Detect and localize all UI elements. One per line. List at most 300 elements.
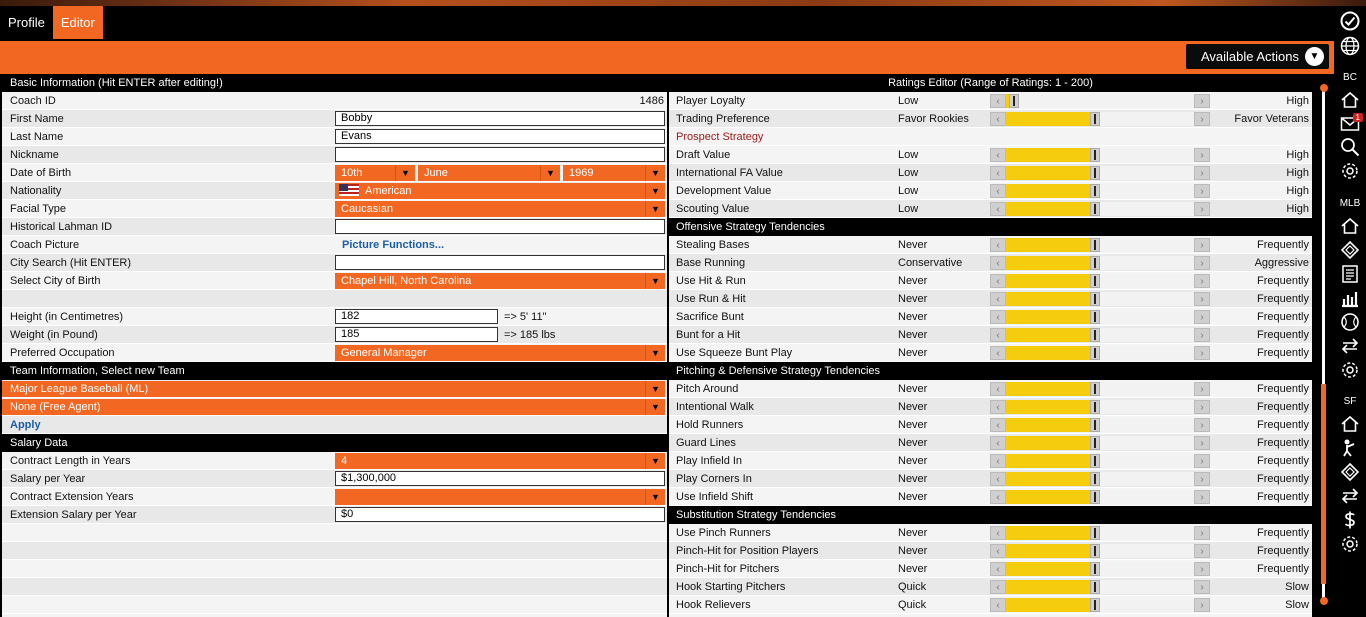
slider-handle[interactable] [1090, 526, 1100, 540]
chevron-left-icon[interactable]: ‹ [990, 400, 1006, 414]
chevron-left-icon[interactable]: ‹ [990, 292, 1006, 306]
coach-picture-label: Coach Picture [10, 238, 80, 251]
chevron-left-icon[interactable]: ‹ [990, 580, 1006, 594]
chevron-right-icon[interactable]: › [1194, 598, 1210, 612]
rating-slider[interactable] [990, 454, 1210, 468]
rating-slider[interactable] [990, 544, 1210, 558]
salary-field[interactable]: $1,300,000 [335, 471, 665, 486]
rating-slider[interactable] [990, 292, 1210, 306]
chevron-left-icon[interactable]: ‹ [990, 562, 1006, 576]
chevron-left-icon[interactable]: ‹ [990, 454, 1006, 468]
chevron-right-icon[interactable]: › [1194, 382, 1210, 396]
chevron-left-icon[interactable]: ‹ [990, 346, 1006, 360]
height-row [2, 308, 667, 326]
height-field[interactable]: 182 [335, 309, 498, 324]
diamond-icon[interactable] [1340, 240, 1360, 260]
chevron-right-icon[interactable]: › [1194, 274, 1210, 288]
slider-track[interactable] [1006, 256, 1194, 270]
substitution-header: Substitution Strategy Tendencies [669, 506, 1312, 524]
tab-profile[interactable]: Profile [8, 15, 45, 30]
rating-slider[interactable] [990, 94, 1210, 108]
chevron-down-icon: ▼ [645, 183, 665, 199]
home-icon[interactable] [1340, 414, 1360, 434]
home-icon[interactable] [1340, 90, 1360, 110]
pitcher-icon[interactable] [1340, 438, 1360, 458]
slider-track[interactable] [1006, 184, 1194, 198]
chevron-right-icon[interactable]: › [1194, 238, 1210, 252]
chevron-left-icon[interactable]: ‹ [990, 436, 1006, 450]
chevron-left-icon[interactable]: ‹ [990, 598, 1006, 612]
rating-row [669, 560, 1312, 578]
rating-row [669, 452, 1312, 470]
city-of-birth-row [2, 272, 667, 290]
slider-handle[interactable] [1090, 580, 1100, 594]
slider-handle[interactable] [1090, 310, 1100, 324]
last-name-field[interactable]: Evans [335, 129, 665, 144]
chevron-right-icon[interactable]: › [1194, 346, 1210, 360]
chevron-right-icon[interactable]: › [1194, 166, 1210, 180]
nickname-label: Nickname [10, 148, 59, 161]
rating-label: Sacrifice Bunt [676, 310, 744, 323]
contract-length-value: 4 [341, 454, 348, 467]
rating-label: Player Loyalty [676, 94, 746, 107]
slider-fill [1006, 544, 1100, 558]
extension-salary-field[interactable]: $0 [335, 507, 665, 522]
rating-high-label: Frequently [1257, 562, 1309, 575]
rating-row [669, 200, 1312, 218]
chevron-left-icon[interactable]: ‹ [990, 418, 1006, 432]
empty-row [2, 578, 667, 596]
weight-row [2, 326, 667, 344]
org-mlb-label: MLB [1339, 198, 1361, 209]
rating-label: Pitch Around [676, 382, 739, 395]
rating-high-label: Favor Veterans [1234, 112, 1309, 125]
slider-fill [1006, 238, 1100, 252]
chevron-left-icon[interactable]: ‹ [990, 238, 1006, 252]
rating-slider[interactable] [990, 346, 1210, 360]
slider-track[interactable] [1006, 436, 1194, 450]
rating-row [669, 92, 1312, 110]
rating-label: Pinch-Hit for Pitchers [676, 562, 780, 575]
team-select[interactable] [2, 399, 665, 415]
rating-slider[interactable] [990, 112, 1210, 126]
facial-type-select[interactable] [335, 201, 665, 217]
chevron-right-icon[interactable]: › [1194, 184, 1210, 198]
rating-label: Use Infield Shift [676, 490, 754, 503]
ratings-header: Ratings Editor (Range of Ratings: 1 - 200) [669, 74, 1312, 92]
chevron-down-icon: ▼ [540, 165, 560, 181]
empty-row [2, 542, 667, 560]
search-icon[interactable] [1340, 137, 1360, 157]
org-bc-label: BC [1343, 72, 1357, 83]
slider-track[interactable] [1006, 400, 1194, 414]
slider-handle[interactable] [1090, 112, 1100, 126]
chevron-left-icon[interactable]: ‹ [990, 256, 1006, 270]
chevron-right-icon[interactable]: › [1194, 562, 1210, 576]
chevron-right-icon[interactable]: › [1194, 292, 1210, 306]
slider-fill [1006, 382, 1100, 396]
rating-low-label: Never [898, 346, 928, 359]
slider-handle[interactable] [1090, 166, 1100, 180]
city-of-birth-select[interactable] [335, 273, 665, 289]
rating-row [669, 290, 1312, 308]
rating-low-label: Never [898, 490, 928, 503]
chevron-right-icon[interactable]: › [1194, 112, 1210, 126]
rating-label: Guard Lines [676, 436, 736, 449]
basic-info-header: Basic Information (Hit ENTER after editing!) [2, 74, 667, 92]
chevron-left-icon[interactable]: ‹ [990, 184, 1006, 198]
rating-slider[interactable] [990, 310, 1210, 324]
slider-handle[interactable] [1090, 274, 1100, 288]
rating-high-label: Frequently [1257, 472, 1309, 485]
weight-label: Weight (in Pound) [10, 328, 98, 341]
us-flag-icon [339, 184, 359, 196]
slider-track[interactable] [1006, 94, 1194, 108]
chevron-down-icon: ▼ [645, 399, 665, 415]
rating-low-label: Never [898, 238, 928, 251]
last-name-label: Last Name [10, 130, 64, 143]
rating-row [669, 380, 1312, 398]
slider-handle[interactable] [1090, 454, 1100, 468]
slider-fill [1006, 274, 1100, 288]
globe-icon[interactable] [1340, 36, 1360, 56]
rating-row [669, 308, 1312, 326]
gear-icon[interactable] [1340, 360, 1360, 380]
contract-length-row [2, 452, 667, 470]
rating-slider[interactable] [990, 472, 1210, 486]
rating-row [669, 596, 1312, 614]
dob-month-value: June [424, 166, 448, 179]
city-of-birth-value: Chapel Hill, North Carolina [341, 274, 472, 287]
rating-slider[interactable] [990, 562, 1210, 576]
slider-fill [1006, 436, 1100, 450]
apply-row [2, 416, 667, 434]
slider-track[interactable] [1006, 346, 1194, 360]
rating-high-label: Frequently [1257, 490, 1309, 503]
slider-track[interactable] [1006, 580, 1194, 594]
chevron-left-icon[interactable]: ‹ [990, 472, 1006, 486]
extension-years-label: Contract Extension Years [10, 490, 134, 503]
rating-row [669, 398, 1312, 416]
chevron-right-icon[interactable]: › [1194, 472, 1210, 486]
rating-slider[interactable] [990, 328, 1210, 342]
mail-badge: 1 [1353, 113, 1363, 122]
baseball-icon[interactable] [1340, 312, 1360, 332]
ratings-scrollbar[interactable] [1318, 84, 1330, 607]
stats-chart-icon[interactable] [1340, 288, 1360, 308]
rating-label: Play Corners In [676, 472, 752, 485]
rating-slider[interactable] [990, 238, 1210, 252]
occupation-select[interactable] [335, 345, 665, 361]
chevron-left-icon[interactable]: ‹ [990, 148, 1006, 162]
slider-track[interactable] [1006, 310, 1194, 324]
slider-fill [1006, 562, 1100, 576]
nationality-row [2, 182, 667, 200]
rating-slider[interactable] [990, 274, 1210, 288]
chevron-left-icon[interactable]: ‹ [990, 274, 1006, 288]
rating-high-label: Frequently [1257, 454, 1309, 467]
chevron-down-icon: ▼ [645, 489, 665, 505]
slider-track[interactable] [1006, 238, 1194, 252]
lahman-id-field[interactable] [335, 219, 665, 234]
scrollbar-thumb[interactable] [1321, 384, 1326, 584]
slider-handle[interactable] [1090, 292, 1100, 306]
chevron-right-icon[interactable]: › [1194, 418, 1210, 432]
slider-handle[interactable] [1090, 418, 1100, 432]
nickname-field[interactable] [335, 147, 665, 162]
dob-day-select[interactable] [335, 165, 415, 181]
rating-low-label: Low [898, 148, 919, 161]
slider-fill [1006, 490, 1100, 504]
rating-low-label: Low [898, 94, 919, 107]
slider-track[interactable] [1006, 292, 1194, 306]
chevron-left-icon[interactable]: ‹ [990, 310, 1006, 324]
gear-icon[interactable] [1340, 161, 1360, 181]
slider-handle[interactable] [1090, 328, 1100, 342]
slider-track[interactable] [1006, 382, 1194, 396]
slider-track[interactable] [1006, 598, 1194, 612]
chevron-right-icon[interactable]: › [1194, 94, 1210, 108]
rating-high-label: Frequently [1257, 400, 1309, 413]
chevron-right-icon[interactable]: › [1194, 310, 1210, 324]
slider-handle[interactable] [1090, 184, 1100, 198]
city-search-field[interactable] [335, 255, 665, 270]
rating-low-label: Never [898, 472, 928, 485]
pitching-header: Pitching & Defensive Strategy Tendencies [669, 362, 1312, 380]
league-select[interactable] [2, 381, 665, 397]
chevron-right-icon[interactable]: › [1194, 580, 1210, 594]
slider-track[interactable] [1006, 166, 1194, 180]
chevron-left-icon[interactable]: ‹ [990, 166, 1006, 180]
slider-handle[interactable] [1090, 544, 1100, 558]
chevron-down-icon: ▼ [645, 381, 665, 397]
rating-row [669, 542, 1312, 560]
checkmark-icon[interactable] [1340, 11, 1360, 31]
rating-high-label: Frequently [1257, 526, 1309, 539]
offense-ratings [669, 236, 1312, 362]
chevron-left-icon[interactable]: ‹ [990, 94, 1006, 108]
chevron-right-icon[interactable]: › [1194, 328, 1210, 342]
rating-high-label: High [1286, 202, 1309, 215]
weight-field[interactable]: 185 [335, 327, 498, 342]
dollar-icon[interactable] [1340, 510, 1360, 530]
rating-high-label: Frequently [1257, 418, 1309, 431]
rating-row [669, 272, 1312, 290]
slider-track[interactable] [1006, 490, 1194, 504]
chevron-down-icon: ▼ [395, 165, 415, 181]
rating-low-label: Low [898, 166, 919, 179]
rating-slider[interactable] [990, 418, 1210, 432]
facial-type-row [2, 200, 667, 218]
slider-track[interactable] [1006, 526, 1194, 540]
chevron-right-icon[interactable]: › [1194, 148, 1210, 162]
rating-slider[interactable] [990, 184, 1210, 198]
slider-fill [1006, 526, 1100, 540]
basic-info-panel [2, 74, 667, 617]
slider-fill [1006, 454, 1100, 468]
slider-track[interactable] [1006, 472, 1194, 486]
apply-button[interactable]: Apply [10, 418, 41, 431]
available-actions-button[interactable] [1186, 44, 1329, 69]
rating-low-label: Quick [898, 580, 927, 593]
dob-day-value: 10th [341, 166, 363, 179]
rating-high-label: Slow [1285, 598, 1309, 611]
lahman-id-label: Historical Lahman ID [10, 220, 113, 233]
action-bar [0, 41, 1334, 74]
rating-slider[interactable] [990, 202, 1210, 216]
salary-header: Salary Data [2, 434, 667, 452]
chevron-left-icon[interactable]: ‹ [990, 490, 1006, 504]
extension-years-select[interactable] [335, 489, 665, 505]
rating-high-label: High [1286, 148, 1309, 161]
chevron-left-icon[interactable]: ‹ [990, 112, 1006, 126]
chevron-left-icon[interactable]: ‹ [990, 382, 1006, 396]
rating-low-label: Never [898, 418, 928, 431]
top-ratings [669, 92, 1312, 128]
league-row [2, 380, 667, 398]
salary-rows [2, 452, 667, 614]
home-icon[interactable] [1340, 216, 1360, 236]
slider-handle[interactable] [1090, 202, 1100, 216]
rating-row [669, 488, 1312, 506]
slider-track[interactable] [1006, 274, 1194, 288]
slider-handle[interactable] [1090, 148, 1100, 162]
rating-high-label: Frequently [1257, 346, 1309, 359]
chevron-left-icon[interactable]: ‹ [990, 544, 1006, 558]
rating-high-label: Frequently [1257, 310, 1309, 323]
rating-slider[interactable] [990, 526, 1210, 540]
height-label: Height (in Centimetres) [10, 310, 124, 323]
nationality-select[interactable] [335, 183, 665, 199]
scroll-down-dot[interactable] [1320, 597, 1328, 605]
slider-track[interactable] [1006, 148, 1194, 162]
extension-salary-label: Extension Salary per Year [10, 508, 137, 521]
rating-high-label: Frequently [1257, 544, 1309, 557]
rating-label: Draft Value [676, 148, 731, 161]
chevron-left-icon[interactable]: ‹ [990, 328, 1006, 342]
prospect-ratings [669, 146, 1312, 218]
news-icon[interactable] [1340, 264, 1360, 284]
mail-icon[interactable] [1340, 114, 1360, 134]
lahman-id-row [2, 218, 667, 236]
slider-track[interactable] [1006, 112, 1194, 126]
transfer-icon[interactable] [1340, 486, 1360, 506]
rating-slider[interactable] [990, 400, 1210, 414]
rating-high-label: Aggressive [1254, 256, 1309, 269]
slider-handle[interactable] [1090, 490, 1100, 504]
gear-icon[interactable] [1340, 534, 1360, 554]
rating-label: Hook Relievers [676, 598, 751, 611]
chevron-right-icon[interactable]: › [1194, 454, 1210, 468]
chevron-right-icon[interactable]: › [1194, 544, 1210, 558]
rating-slider[interactable] [990, 382, 1210, 396]
rating-low-label: Low [898, 184, 919, 197]
rating-low-label: Never [898, 562, 928, 575]
slider-fill [1006, 202, 1100, 216]
dob-month-select[interactable] [418, 165, 560, 181]
rating-slider[interactable] [990, 256, 1210, 270]
rating-label: Pinch-Hit for Position Players [676, 544, 819, 557]
chevron-down-icon: ▼ [645, 273, 665, 289]
transfer-icon[interactable] [1340, 336, 1360, 356]
rating-slider[interactable] [990, 490, 1210, 504]
rating-slider[interactable] [990, 166, 1210, 180]
rating-label: International FA Value [676, 166, 783, 179]
contract-length-select[interactable] [335, 453, 665, 469]
chevron-right-icon[interactable]: › [1194, 256, 1210, 270]
chevron-right-icon[interactable]: › [1194, 436, 1210, 450]
rating-row [669, 578, 1312, 596]
slider-track[interactable] [1006, 202, 1194, 216]
slider-handle[interactable] [1090, 238, 1100, 252]
slider-handle[interactable] [1090, 562, 1100, 576]
rating-low-label: Never [898, 400, 928, 413]
available-actions-label: Available Actions [1200, 49, 1299, 64]
rating-row [669, 164, 1312, 182]
slider-handle[interactable] [1090, 598, 1100, 612]
rating-label: Use Pinch Runners [676, 526, 771, 539]
empty-row [2, 596, 667, 614]
rating-slider[interactable] [990, 598, 1210, 612]
weight-conversion: => 185 lbs [504, 328, 556, 341]
rating-slider[interactable] [990, 436, 1210, 450]
tab-bar [0, 6, 1334, 41]
slider-handle[interactable] [1090, 400, 1100, 414]
slider-handle[interactable] [1090, 382, 1100, 396]
team-info-header: Team Information, Select new Team [2, 362, 667, 380]
first-name-label: First Name [10, 112, 64, 125]
chevron-down-icon: ▼ [645, 165, 665, 181]
slider-handle[interactable] [1090, 346, 1100, 360]
slider-fill [1006, 310, 1100, 324]
slider-track[interactable] [1006, 544, 1194, 558]
slider-track[interactable] [1006, 418, 1194, 432]
slider-handle[interactable] [1009, 94, 1019, 108]
rating-slider[interactable] [990, 580, 1210, 594]
first-name-field[interactable]: Bobby [335, 111, 665, 126]
chevron-left-icon[interactable]: ‹ [990, 202, 1006, 216]
rating-row [669, 470, 1312, 488]
chevron-right-icon[interactable]: › [1194, 526, 1210, 540]
rating-high-label: High [1286, 166, 1309, 179]
slider-fill [1006, 112, 1100, 126]
tab-editor[interactable]: Editor [53, 6, 103, 39]
slider-track[interactable] [1006, 454, 1194, 468]
slider-fill [1006, 256, 1100, 270]
chevron-left-icon[interactable]: ‹ [990, 526, 1006, 540]
chevron-down-icon: ▼ [645, 201, 665, 217]
rating-slider[interactable] [990, 148, 1210, 162]
rating-label: Hold Runners [676, 418, 744, 431]
chevron-right-icon[interactable]: › [1194, 202, 1210, 216]
slider-track[interactable] [1006, 562, 1194, 576]
rating-low-label: Never [898, 328, 928, 341]
slider-handle[interactable] [1090, 436, 1100, 450]
diamond-icon[interactable] [1340, 462, 1360, 482]
picture-functions-link[interactable]: Picture Functions... [342, 238, 445, 251]
chevron-right-icon[interactable]: › [1194, 490, 1210, 504]
dob-year-select[interactable] [563, 165, 665, 181]
city-of-birth-label: Select City of Birth [10, 274, 101, 287]
chevron-right-icon[interactable]: › [1194, 400, 1210, 414]
slider-handle[interactable] [1090, 472, 1100, 486]
rating-label: Use Hit & Run [676, 274, 746, 287]
slider-handle[interactable] [1090, 256, 1100, 270]
rating-low-label: Favor Rookies [898, 112, 969, 125]
scroll-up-dot[interactable] [1320, 84, 1328, 92]
last-name-row [2, 128, 667, 146]
slider-track[interactable] [1006, 328, 1194, 342]
